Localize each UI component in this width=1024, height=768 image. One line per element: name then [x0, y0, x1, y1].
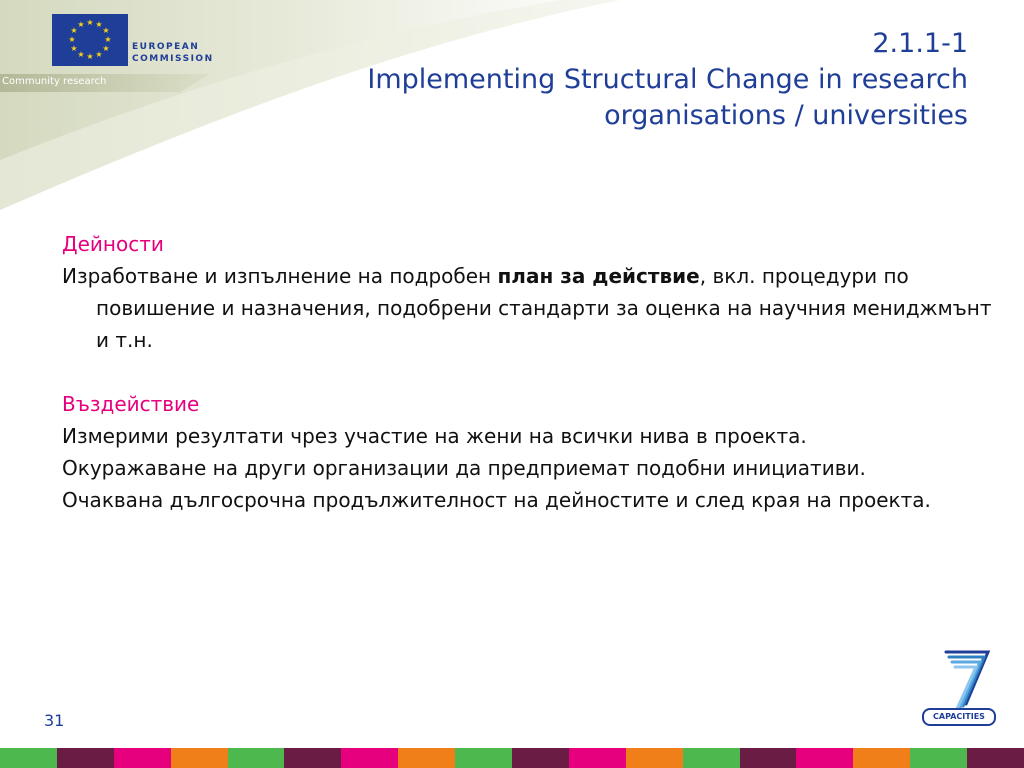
- impact-heading: Въздействие: [62, 392, 200, 416]
- community-research-tagline: Community research: [2, 76, 107, 87]
- impact-item: Окуражаване на други организации да предприемат подобни инициативи.: [62, 456, 866, 480]
- strip-segment: [796, 748, 853, 768]
- strip-segment: [114, 748, 171, 768]
- strip-segment: [455, 748, 512, 768]
- slide-code: 2.1.1-1: [872, 28, 968, 59]
- activities-paragraph: [62, 260, 992, 356]
- eu-logo-line2: COMMISSION: [132, 54, 214, 64]
- strip-segment: [967, 748, 1024, 768]
- strip-segment: [228, 748, 285, 768]
- european-commission-logo: [52, 14, 212, 74]
- slide-title-line2: organisations / universities: [604, 100, 968, 131]
- strip-segment: [683, 748, 740, 768]
- strip-segment: [171, 748, 228, 768]
- impact-item: Очаквана дългосрочна продължителност на дейностите и след края на проекта.: [62, 488, 931, 512]
- strip-segment: [853, 748, 910, 768]
- strip-segment: [740, 748, 797, 768]
- strip-segment: [569, 748, 626, 768]
- slide-body: [62, 228, 992, 516]
- eu-flag-icon: ★ ★ ★ ★ ★ ★ ★ ★ ★ ★ ★ ★: [52, 14, 128, 66]
- strip-segment: [341, 748, 398, 768]
- slide-title-line1: Implementing Structural Change in research: [367, 64, 968, 95]
- slide-title: [268, 26, 968, 134]
- page-number: 31: [44, 711, 65, 730]
- impact-item: Измерими резултати чрез участие на жени на всички нива в проекта.: [62, 424, 807, 448]
- strip-segment: [284, 748, 341, 768]
- activities-text-before: Изработване и изпълнение на подробен: [62, 264, 498, 288]
- activities-heading: Дейности: [62, 232, 164, 256]
- strip-segment: [398, 748, 455, 768]
- strip-segment: [0, 748, 57, 768]
- eu-logo-text: [132, 41, 214, 65]
- capacities-label: CAPACITIES: [922, 708, 996, 726]
- action-plan-emphasis: план за действие: [497, 264, 700, 288]
- strip-segment: [626, 748, 683, 768]
- strip-segment: [57, 748, 114, 768]
- eu-logo-line1: EUROPEAN: [132, 42, 200, 52]
- strip-segment: [512, 748, 569, 768]
- bottom-color-strip: [0, 748, 1024, 768]
- strip-segment: [910, 748, 967, 768]
- activities-text-after: , вкл. процедури по повишение и назначения, подобрени стандарти за оценка на научния мениджмънт и т.н.: [96, 264, 992, 352]
